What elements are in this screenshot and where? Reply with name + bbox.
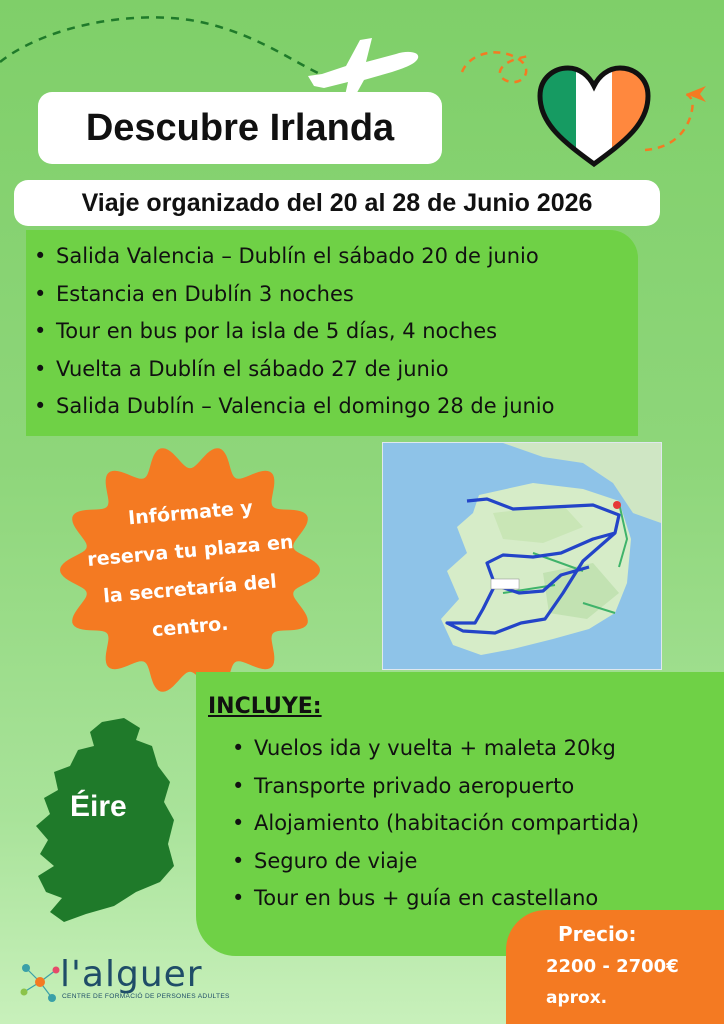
list-item: • Salida Dublín – Valencia el domingo 28 de junio [56, 388, 638, 426]
price-note: aprox. [546, 988, 608, 1008]
eire-label: Éire [70, 790, 127, 823]
ireland-heart-icon [536, 64, 652, 170]
badge-line: Infórmate y [126, 496, 254, 530]
orange-plane-icon [684, 84, 708, 104]
badge-line: centro. [150, 612, 230, 642]
logo-tagline: CENTRE DE FORMACIÓ DE PERSONES ADULTES [62, 993, 230, 1000]
list-item: • Tour en bus + guía en castellano [254, 880, 639, 918]
includes-list [254, 730, 639, 918]
list-item: • Tour en bus por la isla de 5 días, 4 noches [56, 313, 638, 351]
price-label: Precio: [558, 922, 637, 946]
title-banner [38, 92, 442, 164]
price-range: 2200 - 2700€ [546, 956, 679, 977]
price-box [506, 910, 724, 1024]
route-map [382, 442, 662, 670]
info-badge [50, 437, 330, 703]
page-subtitle: Viaje organizado del 20 al 28 de Junio 2026 [81, 189, 593, 217]
includes-title: INCLUYE: [208, 694, 322, 719]
badge-line: la secretaría del [102, 570, 278, 608]
badge-line: reserva tu plaza en [86, 531, 294, 571]
list-item: • Vuelta a Dublín el sábado 27 de junio [56, 351, 638, 389]
itinerary-list [26, 230, 638, 426]
list-item: • Vuelos ida y vuelta + maleta 20kg [254, 730, 639, 768]
list-item: • Transporte privado aeropuerto [254, 768, 639, 806]
list-item: • Alojamiento (habitación compartida) [254, 805, 639, 843]
list-item: • Salida Valencia – Dublín el sábado 20 de junio [56, 238, 638, 276]
list-item: • Estancia en Dublín 3 noches [56, 276, 638, 314]
page-title: Descubre Irlanda [85, 107, 395, 149]
itinerary-panel [26, 230, 638, 436]
logo-wordmark: l'alguer [60, 954, 203, 995]
route-map-image [383, 443, 661, 669]
logo-network-icon [18, 960, 62, 1006]
subtitle-banner [14, 180, 660, 226]
list-item: • Seguro de viaje [254, 843, 639, 881]
